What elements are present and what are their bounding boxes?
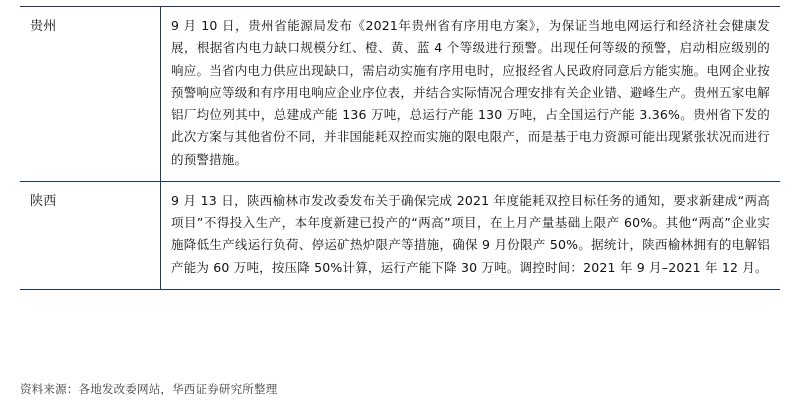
content-cell [161,7,781,182]
table-row [20,181,780,289]
document-page [0,6,800,407]
region-label: 陕西 [30,193,57,209]
table-row [20,7,780,182]
policy-description: 9 月 13 日，陕西榆林市发改委发布关于确保完成 2021 年度能耗双控目标任务的通知，要求新建成“两高项目”不得投入生产，本年度新建已投产的“两高”项目，在上月产量基础上限产 60%。其他“两高”企业实施降低生产线运行负荷、停运矿热炉限产等措施，确保 9 月份限产 50%。据统计，陕西榆林拥有的电解铝产能为 60 万吨，按压降 50%计算，运行产能下降 30 万吨。调控时间：2021 年 9 月–2021 年 12 月。 [171,192,770,275]
policy-table [20,6,780,290]
source-note: 资料来源：各地发改委网站，华西证券研究所整理 [20,382,278,396]
region-cell [20,7,161,182]
policy-description: 9 月 10 日，贵州省能源局发布《2021年贵州省有序用电方案》，为保证当地电网运行和经济社会健康发展，根据省内电力缺口规模分红、橙、黄、蓝 4 个等级进行预警。出现任何等级的预警，启动相应级别的响应。当省内电力供应出现缺口，需启动实施有序用电时，应报经省人民政府同意后方能实施。电网企业按预警响应等级和有序用电响应企业序位表，并结合实际情况合理安排有关企业错、避峰生产。贵州五家电解铝厂均位列其中，总建成产能 136 万吨，总运行产能 130 万吨，占全国运行产能 3.36%。贵州省下发的此次方案与其他省份不同，并非国能耗双控而实施的限电限产，而是基于电力资源可能出现紧张状况而进行的预警措施。 [171,18,770,167]
region-label: 贵州 [30,19,57,34]
region-cell [20,181,161,289]
content-cell [161,181,781,289]
